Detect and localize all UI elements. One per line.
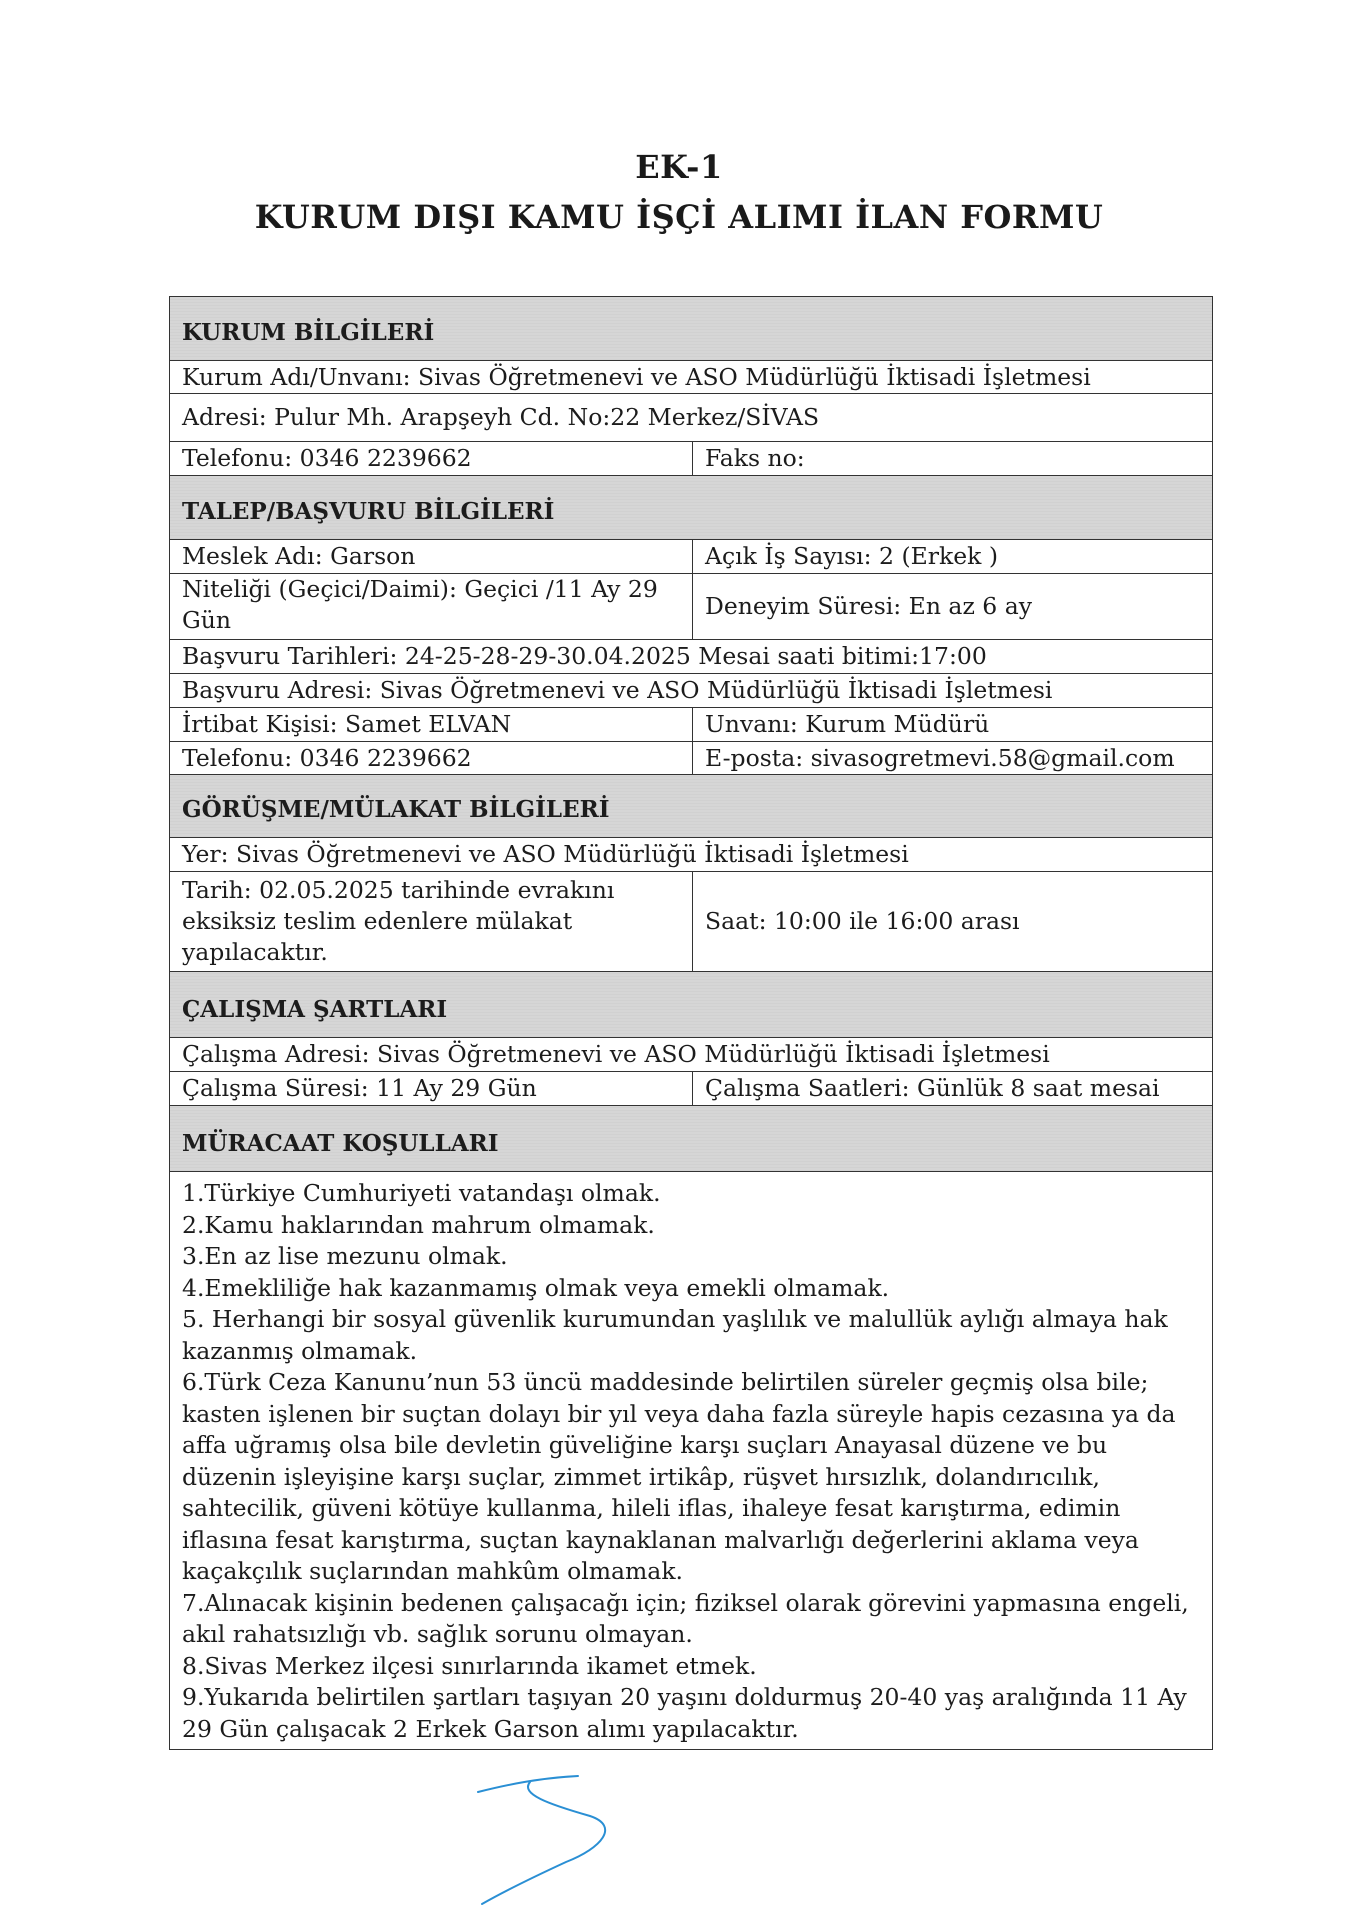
row-work-duration [170,1072,1212,1106]
row-kurum-name [170,361,1212,394]
signature-mark [470,1770,710,1910]
condition-item: 5. Herhangi bir sosyal güvenlik kurumundan yaşlılık ve malullük aylığı almaya hak kazanmış olmamak. [182,1305,1168,1365]
conditions-list [170,1172,1212,1749]
row-interview-date [170,872,1212,972]
application-address: Başvuru Adresi: Sivas Öğretmenevi ve ASO Müdürlüğü İktisadi İşletmesi [182,676,1053,704]
row-apply-address [170,674,1212,708]
application-dates: Başvuru Tarihleri: 24-25-28-29-30.04.2025 Mesai saati bitimi:17:00 [182,642,987,670]
section-header-calisma: ÇALIŞMA ŞARTLARI [170,972,1212,1038]
contact-phone: Telefonu: 0346 2239662 [170,742,693,774]
work-hours: Çalışma Saatleri: Günlük 8 saat mesai [705,1074,1160,1102]
row-nature [170,574,1212,640]
work-duration: Çalışma Süresi: 11 Ay 29 Gün [170,1072,693,1105]
openings: Açık İş Sayısı: 2 (Erkek ) [705,542,999,570]
section-header-kurum: KURUM BİLGİLERİ [170,297,1212,361]
contact-title: Unvanı: Kurum Müdürü [705,710,990,738]
row-interview-place [170,838,1212,872]
annex-label: EK-1 [635,148,723,186]
form-title: KURUM DIŞI KAMU İŞÇİ ALIMI İLAN FORMU [254,198,1104,236]
nature: Niteliği (Geçici/Daimi): Geçici /11 Ay 29 Gün [170,574,693,639]
row-dates [170,640,1212,674]
work-address: Çalışma Adresi: Sivas Öğretmenevi ve ASO Müdürlüğü İktisadi İşletmesi [182,1040,1050,1068]
signature-stroke [478,1776,605,1904]
condition-item: 1.Türkiye Cumhuriyeti vatandaşı olmak. [182,1179,661,1207]
profession: Meslek Adı: Garson [170,540,693,573]
condition-item: 7.Alınacak kişinin bedenen çalışacağı için; fiziksel olarak görevini yapmasına engeli, akıl rahatsızlığı vb. sağlık sorunu olmayan. [182,1588,1189,1648]
row-kurum-phone [170,442,1212,476]
section-header-talep: TALEP/BAŞVURU BİLGİLERİ [170,476,1212,540]
row-profession [170,540,1212,574]
condition-item: 6.Türk Ceza Kanunu’nun 53 üncü maddesinde belirtilen süreler geçmiş olsa bile; kasten işlenen bir suçtan dolayı bir yıl veya daha fazla süreyle hapis cezasına ya da affa uğramış olsa bile devletin güveliğine karşı suçları Anayasal düzene ve bu düzenin işleyişine karşı suçlar, zimmet irtikâp, rüşvet hırsızlık, dolandırıcılık, sahtecilik, güveni kötüye kullanma, hileli iflas, ihaleye fesat karıştırma, edimin iflasına fesat karıştırma, suçtan kaynaklanan malvarlığı değerlerini aklama veya kaçakçılık suçlarından mahkûm olmamak. [182,1368,1176,1585]
kurum-name: Kurum Adı/Unvanı: Sivas Öğretmenevi ve ASO Müdürlüğü İktisadi İşletmesi [182,362,1091,391]
condition-item: 3.En az lise mezunu olmak. [182,1242,508,1270]
condition-item: 8.Sivas Merkez ilçesi sınırlarında ikamet etmek. [182,1651,757,1680]
experience: Deneyim Süresi: En az 6 ay [705,592,1033,620]
section-header-gorusme: GÖRÜŞME/MÜLAKAT BİLGİLERİ [170,775,1212,838]
row-contact-phone [170,742,1212,775]
condition-item: 4.Emekliliğe hak kazanmamış olmak veya emekli olmamak. [182,1273,890,1302]
row-work-address [170,1038,1212,1072]
condition-item: 2.Kamu haklarından mahrum olmamak. [182,1210,655,1239]
interview-place: Yer: Sivas Öğretmenevi ve ASO Müdürlüğü İktisadi İşletmesi [182,840,909,868]
condition-item: 9.Yukarıda belirtilen şartları taşıyan 20 yaşını doldurmuş 20-40 yaş aralığında 11 Ay 29 Gün çalışacak 2 Erkek Garson alımı yapılacaktır. [182,1683,1187,1743]
contact-email: E-posta: sivasogretmevi.58@gmail.com [705,743,1175,772]
announcement-form [169,296,1213,1750]
interview-date: Tarih: 02.05.2025 tarihinde evrakını eksiksiz teslim edenlere mülakat yapılacaktır. [170,872,693,971]
kurum-fax: Faks no: [705,444,805,472]
section-header-muracaat: MÜRACAAT KOŞULLARI [170,1106,1212,1172]
kurum-address: Adresi: Pulur Mh. Arapşeyh Cd. No:22 Merkez/SİVAS [182,403,820,431]
kurum-phone: Telefonu: 0346 2239662 [170,442,693,475]
row-kurum-address [170,394,1212,442]
row-contact [170,708,1212,742]
contact-person: İrtibat Kişisi: Samet ELVAN [170,708,693,741]
document-title [0,142,1358,242]
interview-time: Saat: 10:00 ile 16:00 arası [705,907,1020,935]
